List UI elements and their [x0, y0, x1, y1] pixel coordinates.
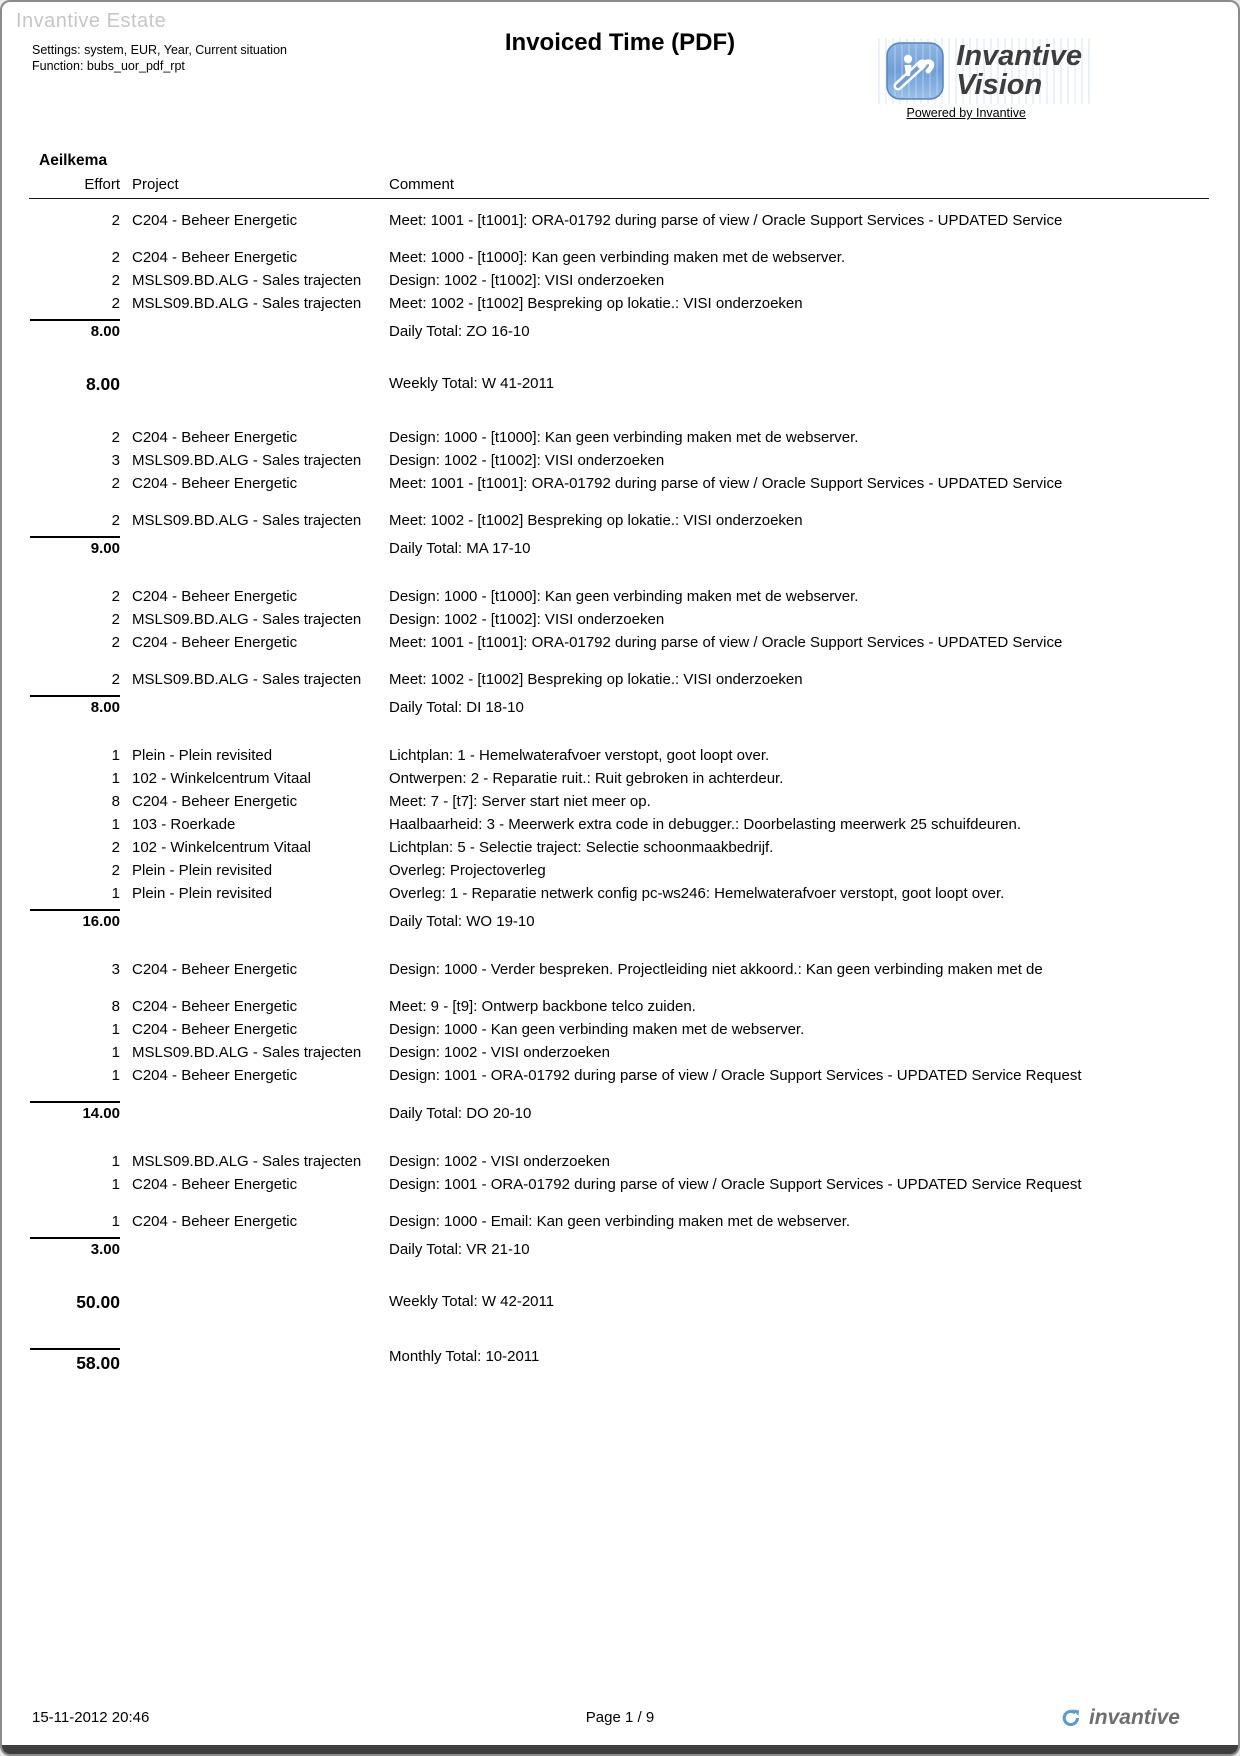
logo-line1: Invantive [956, 40, 1082, 72]
project-value: MSLS09.BD.ALG - Sales trajecten [132, 671, 362, 688]
daily-total-row [32, 538, 1212, 559]
table-row [32, 449, 1212, 472]
effort-value: 2 [111, 429, 120, 446]
summary-left [32, 1344, 120, 1376]
table-row [32, 1150, 1212, 1173]
report-table [32, 150, 1212, 1405]
comment-value: Design: 1002 - VISI onderzoeken [389, 1153, 610, 1170]
effort-value: 2 [111, 611, 120, 628]
table-row [32, 1064, 1212, 1087]
effort-value: 1 [111, 1213, 120, 1230]
effort-value: 2 [111, 212, 120, 229]
logo-line2: Vision [956, 69, 1043, 101]
daily-total-row [32, 1239, 1212, 1260]
comment-value: Meet: 1002 - [t1002] Bespreking op lokatie.: VISI onderzoeken [389, 295, 803, 312]
project-value: 102 - Winkelcentrum Vitaal [132, 770, 311, 787]
comment-value: Design: 1002 - [t1002]: VISI onderzoeken [389, 272, 665, 289]
effort-value: 1 [111, 816, 120, 833]
daily-total-label: Daily Total: DO 20-10 [389, 1105, 532, 1122]
comment-value: Meet: 1001 - [t1001]: ORA-01792 during parse of view / Oracle Support Services - UPDATED Service [389, 212, 1063, 229]
spacer [132, 697, 380, 718]
footer-brand [1060, 1706, 1180, 1730]
effort-value: 2 [111, 249, 120, 266]
table-row [32, 836, 1212, 859]
function-line: Function: bubs_uor_pdf_rpt [32, 59, 185, 73]
table-row [32, 995, 1212, 1018]
table-row [32, 1173, 1212, 1196]
spacer [132, 911, 380, 932]
project-value: Plein - Plein revisited [132, 747, 273, 764]
report-body [32, 209, 1212, 1376]
project-value: C204 - Beheer Energetic [132, 634, 298, 651]
project-value: MSLS09.BD.ALG - Sales trajecten [132, 272, 362, 289]
weekly-total-row [32, 371, 1212, 397]
day-section [32, 1150, 1212, 1260]
project-value: MSLS09.BD.ALG - Sales trajecten [132, 1044, 362, 1061]
comment-value: Design: 1000 - [t1000]: Kan geen verbinding maken met de webserver. [389, 588, 859, 605]
project-value: C204 - Beheer Energetic [132, 1176, 298, 1193]
table-row [32, 813, 1212, 836]
powered-by-link[interactable]: Powered by Invantive [906, 106, 1026, 120]
comment-value: Design: 1000 - Verder bespreken. Projectleiding niet akkoord.: Kan geen verbinding maken met de [389, 961, 1043, 978]
daily-total-value: 9.00 [90, 540, 120, 557]
window-bottom-edge [2, 1745, 1238, 1754]
comment-value: Design: 1002 - [t1002]: VISI onderzoeken [389, 611, 665, 628]
comment-value: Design: 1000 - Kan geen verbinding maken met de webserver. [389, 1021, 805, 1038]
comment-value: Meet: 1002 - [t1002] Bespreking op lokatie.: VISI onderzoeken [389, 671, 803, 688]
day-section [32, 585, 1212, 718]
table-row [32, 509, 1212, 532]
effort-value: 2 [111, 839, 120, 856]
comment-value: Meet: 1000 - [t1000]: Kan geen verbinding maken met de webserver. [389, 249, 846, 266]
table-row [32, 608, 1212, 631]
daily-total-value: 16.00 [82, 913, 120, 930]
effort-value: 1 [111, 1044, 120, 1061]
spacer [132, 321, 380, 342]
spacer [132, 1239, 380, 1260]
weekly-total-value: 8.00 [85, 374, 120, 394]
comment-value: Lichtplan: 5 - Selectie traject: Selectie schoonmaakbedrijf. [389, 839, 774, 856]
column-headers [32, 174, 1212, 196]
table-row [32, 585, 1212, 608]
effort-value: 2 [111, 671, 120, 688]
spacer [132, 1289, 380, 1315]
monthly-total-label: Monthly Total: 10-2011 [389, 1348, 540, 1365]
summary-left [32, 371, 120, 397]
effort-value: 2 [111, 588, 120, 605]
group-title: Aeilkema [39, 152, 108, 169]
effort-value: 2 [111, 272, 120, 289]
project-value: C204 - Beheer Energetic [132, 793, 298, 810]
table-row [32, 882, 1212, 905]
comment-value: Ontwerpen: 2 - Reparatie ruit.: Ruit gebroken in achterdeur. [389, 770, 784, 787]
daily-total-row [32, 1103, 1212, 1124]
logo-wordmark [956, 42, 1082, 100]
table-row [32, 744, 1212, 767]
comment-value: Design: 1002 - [t1002]: VISI onderzoeken [389, 452, 665, 469]
project-value: C204 - Beheer Energetic [132, 475, 298, 492]
effort-value: 8 [111, 998, 120, 1015]
table-row [32, 631, 1212, 654]
settings-line: Settings: system, EUR, Year, Current situation [32, 43, 287, 57]
table-row [32, 246, 1212, 269]
effort-value: 2 [111, 634, 120, 651]
effort-value: 3 [111, 452, 120, 469]
daily-total-row [32, 321, 1212, 342]
spacer [132, 538, 380, 559]
effort-value: 1 [111, 1176, 120, 1193]
comment-value: Design: 1001 - ORA-01792 during parse of view / Oracle Support Services - UPDATED Service Request [389, 1067, 1082, 1084]
daily-total-row [32, 697, 1212, 718]
footer-page-indicator: Page 1 / 9 [585, 1709, 655, 1726]
escalator-icon [886, 42, 944, 100]
day-section [32, 958, 1212, 1124]
table-row [32, 767, 1212, 790]
column-header-effort: Effort [84, 176, 120, 193]
effort-value: 2 [111, 512, 120, 529]
comment-value: Meet: 1001 - [t1001]: ORA-01792 during parse of view / Oracle Support Services - UPDATED Service [389, 475, 1063, 492]
daily-total-value: 8.00 [90, 699, 120, 716]
page-title: Invoiced Time (PDF) [504, 29, 736, 56]
table-row [32, 668, 1212, 691]
table-row [32, 292, 1212, 315]
table-row [32, 790, 1212, 813]
effort-value: 2 [111, 475, 120, 492]
effort-value: 8 [111, 793, 120, 810]
project-value: C204 - Beheer Energetic [132, 1021, 298, 1038]
comment-value: Meet: 9 - [t9]: Ontwerp backbone telco zuiden. [389, 998, 696, 1015]
daily-total-value: 8.00 [90, 323, 120, 340]
effort-value: 1 [111, 1153, 120, 1170]
daily-total-value: 14.00 [82, 1105, 120, 1122]
column-header-project: Project [132, 176, 179, 193]
effort-value: 1 [111, 885, 120, 902]
project-value: C204 - Beheer Energetic [132, 212, 298, 229]
summary-left [32, 1289, 120, 1315]
project-value: C204 - Beheer Energetic [132, 249, 298, 266]
comment-value: Design: 1002 - VISI onderzoeken [389, 1044, 610, 1061]
effort-value: 1 [111, 770, 120, 787]
table-row [32, 859, 1212, 882]
project-value: MSLS09.BD.ALG - Sales trajecten [132, 452, 362, 469]
day-section [32, 209, 1212, 342]
comment-value: Meet: 1002 - [t1002] Bespreking op lokatie.: VISI onderzoeken [389, 512, 803, 529]
comment-value: Meet: 1001 - [t1001]: ORA-01792 during parse of view / Oracle Support Services - UPDATED Service [389, 634, 1063, 651]
project-value: 103 - Roerkade [132, 816, 236, 833]
project-value: Plein - Plein revisited [132, 885, 273, 902]
daily-total-value: 3.00 [90, 1241, 120, 1258]
spacer [132, 371, 380, 397]
project-value: MSLS09.BD.ALG - Sales trajecten [132, 295, 362, 312]
weekly-total-value: 50.00 [76, 1292, 120, 1312]
daily-total-label: Daily Total: VR 21-10 [389, 1241, 530, 1258]
comment-value: Overleg: Projectoverleg [389, 862, 546, 879]
comment-value: Design: 1000 - Email: Kan geen verbinding maken met de webserver. [389, 1213, 851, 1230]
project-value: Plein - Plein revisited [132, 862, 273, 879]
daily-total-label: Daily Total: MA 17-10 [389, 540, 531, 557]
footer-timestamp: 15-11-2012 20:46 [32, 1709, 150, 1726]
daily-total-label: Daily Total: WO 19-10 [389, 913, 535, 930]
daily-total-row [32, 911, 1212, 932]
effort-value: 3 [111, 961, 120, 978]
table-row [32, 1041, 1212, 1064]
table-row [32, 472, 1212, 495]
project-value: C204 - Beheer Energetic [132, 998, 298, 1015]
table-row [32, 1210, 1212, 1233]
project-value: C204 - Beheer Energetic [132, 961, 298, 978]
table-row [32, 209, 1212, 232]
project-value: MSLS09.BD.ALG - Sales trajecten [132, 611, 362, 628]
spacer [132, 1103, 380, 1124]
effort-value: 2 [111, 295, 120, 312]
comment-value: Lichtplan: 1 - Hemelwaterafvoer verstopt, goot loopt over. [389, 747, 770, 764]
daily-total-label: Daily Total: DI 18-10 [389, 699, 524, 716]
footer-brand-text: invantive [1088, 1706, 1180, 1729]
header-rule [29, 198, 1209, 199]
day-section [32, 426, 1212, 559]
table-row [32, 426, 1212, 449]
comment-value: Overleg: 1 - Reparatie netwerk config pc-ws246: Hemelwaterafvoer verstopt, goot loopt over. [389, 885, 1005, 902]
project-value: C204 - Beheer Energetic [132, 1213, 298, 1230]
column-header-comment: Comment [389, 176, 455, 193]
project-value: C204 - Beheer Energetic [132, 429, 298, 446]
comment-value: Haalbaarheid: 3 - Meerwerk extra code in debugger.: Doorbelasting meerwerk 25 schuifdeuren. [389, 816, 1022, 833]
comment-value: Design: 1001 - ORA-01792 during parse of view / Oracle Support Services - UPDATED Service Request [389, 1176, 1082, 1193]
monthly-total-row [32, 1344, 1212, 1376]
app-title: Invantive Estate [16, 10, 167, 32]
project-value: C204 - Beheer Energetic [132, 588, 298, 605]
project-value: C204 - Beheer Energetic [132, 1067, 298, 1084]
project-value: MSLS09.BD.ALG - Sales trajecten [132, 1153, 362, 1170]
table-row [32, 958, 1212, 981]
effort-value: 1 [111, 1021, 120, 1038]
invantive-vision-logo [878, 38, 1090, 104]
effort-value: 1 [111, 1067, 120, 1084]
comment-value: Meet: 7 - [t7]: Server start niet meer op. [389, 793, 651, 810]
monthly-total-value: 58.00 [76, 1353, 120, 1373]
project-value: 102 - Winkelcentrum Vitaal [132, 839, 311, 856]
weekly-total-label: Weekly Total: W 42-2011 [389, 1293, 555, 1310]
comment-value: Design: 1000 - [t1000]: Kan geen verbinding maken met de webserver. [389, 429, 859, 446]
spacer [132, 1344, 380, 1376]
refresh-icon [1060, 1707, 1082, 1729]
table-row [32, 269, 1212, 292]
project-value: MSLS09.BD.ALG - Sales trajecten [132, 512, 362, 529]
effort-value: 1 [111, 747, 120, 764]
day-section [32, 744, 1212, 932]
weekly-total-row [32, 1289, 1212, 1315]
effort-value: 2 [111, 862, 120, 879]
daily-total-label: Daily Total: ZO 16-10 [389, 323, 530, 340]
weekly-total-label: Weekly Total: W 41-2011 [389, 375, 555, 392]
table-row [32, 1018, 1212, 1041]
